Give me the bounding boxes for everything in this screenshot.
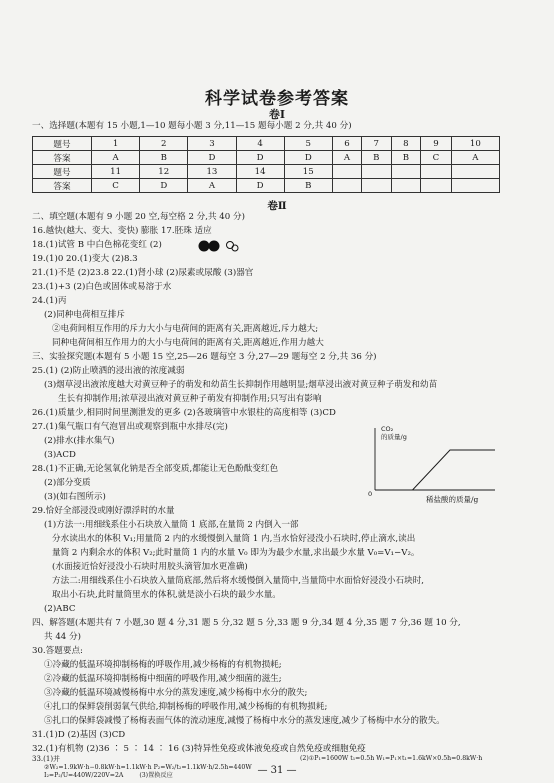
answer-table-cell: A	[332, 151, 361, 165]
answer-25-1: 25.(1) (2)防止喷洒的浸出液的浓度减弱	[32, 366, 185, 376]
answer-24-4: 同种电荷间相互作用力的大小与电荷间的距离有关,距离越近,作用力越大	[52, 338, 324, 348]
answer-29-method2-cont: 取出小石块,此时量筒里水的体积,就是淡小石块的最少水量。	[52, 590, 281, 600]
chart-ylabel-2: 的质量/g	[381, 433, 407, 441]
answer-table-cell: 14	[236, 165, 284, 179]
answer-18: 18.(1)试管 B 中白色棉花变红 (2)	[32, 240, 162, 250]
answer-table-cell: 8	[391, 137, 421, 151]
answer-32: 32.(1)有机物 (2)36 ∶ 5 ∶ 14 ∶ 16 (3)特异性免疫或体液免疫或自然免疫或细胞免疫	[32, 744, 366, 754]
chart-series-line	[375, 450, 495, 490]
answer-table-cell: 11	[92, 165, 140, 179]
answer-24-1: 24.(1)丙	[32, 296, 67, 306]
answer-33-1: 33.(1)并	[32, 755, 61, 763]
answer-29-method1-cont2: 量筒 2 内剩余水的体积 V₂;此时量筒 1 内的水量 V₀ 即为为最少水量,求出最少水量 V₀=V₁−V₂。	[52, 548, 420, 558]
answer-26: 26.(1)质量少,相同时间里测泄发的更多 (2)各玻璃管中水银柱的高度相等 (3)CD	[32, 408, 336, 418]
answer-33-calc-block	[300, 755, 482, 762]
answer-table-cell: D	[140, 179, 188, 193]
answer-21-22: 21.(1)不是 (2)23.8 22.(1)肾小球 (2)尿素或尿酸 (3)器官	[32, 268, 254, 278]
answer-table-cell: B	[391, 151, 421, 165]
answer-table-cell: B	[361, 151, 391, 165]
answer-27-2: (2)排水(排水集气)	[44, 436, 115, 446]
answer-table-cell: A	[188, 179, 236, 193]
answer-table-cell: 5	[284, 137, 332, 151]
answer-table-cell: 9	[421, 137, 452, 151]
answer-table-cell	[332, 165, 361, 179]
answer-table-cell: 1	[92, 137, 140, 151]
answer-30-point2: ②冷藏的低温环境抑制杨梅中细菌的呼吸作用,减少细菌的滋生;	[44, 674, 282, 684]
co2-mass-graph	[355, 424, 505, 496]
answer-table-cell: 7	[361, 137, 391, 151]
answer-28-1: 28.(1)不正确,无论氢氧化钠是否全部变质,都能让无色酚酞变红色	[32, 464, 279, 474]
answer-table-row	[33, 165, 500, 179]
answer-25-3-cont: 生长有抑制作用;浓草浸出液对黄豆种子萌发有抑制作用;只写出有影响	[58, 394, 322, 404]
answer-table-cell: D	[236, 151, 284, 165]
answer-30-point1: ①冷藏的低温环境抑制杨梅的呼吸作用,减少杨梅的有机物损耗;	[44, 660, 282, 670]
chart-ylabel: CO₂	[381, 425, 394, 433]
answer-table-cell: 13	[188, 165, 236, 179]
answer-table-cell: 4	[236, 137, 284, 151]
chart-xlabel: 稀盐酸的质量/g	[426, 495, 479, 504]
answer-table-cell	[421, 179, 452, 193]
answer-30-point3: ③冷藏的低温环境减慢杨梅中水分的蒸发速度,减少杨梅中水分的散失;	[44, 688, 308, 698]
answer-25-3: (3)烟草浸出液浓度越大对黄豆种子的萌发和幼苗生长抑制作用越明显;烟草浸出液对黄豆种子萌发和幼苗	[44, 380, 438, 390]
answer-28-2: (2)部分变质	[44, 478, 91, 488]
answer-19-20: 19.(1)0 20.(1)变大 (2)8.3	[32, 254, 138, 264]
answer-table-cell: 12	[140, 165, 188, 179]
answer-table-cell	[451, 165, 499, 179]
answer-table-cell	[361, 179, 391, 193]
answer-33-calc-block-2	[44, 764, 252, 771]
answer-33-2-1: (2)①P₁=1600W t₁=0.5h W₁=P₁×t₁=1.6kW×0.5h=0.8kW·h	[300, 755, 483, 762]
answer-table-cell: C	[421, 151, 452, 165]
answer-30-point5: ⑤扎口的保鲜袋减慢了杨梅表面气体的流动速度,减慢了杨梅中水分的蒸发速度,减少了杨梅中水分的散失。	[44, 716, 445, 726]
answer-24-2: (2)同种电荷相互排斥	[44, 310, 125, 320]
answer-28-3: (3)(如右图所示)	[44, 492, 106, 502]
page-number: — 31 —	[257, 765, 297, 776]
answer-27-1: 27.(1)集气瓶口有气泡冒出或观察到瓶中水排尽(完)	[32, 422, 228, 432]
answer-table	[32, 136, 500, 193]
answer-table-row	[33, 179, 500, 193]
section-4-heading: 四、解答题(本题共有 7 小题,30 题 4 分,31 题 5 分,32 题 5 分,33 题 9 分,34 题 4 分,35 题 7 分,36 题 10 分,	[32, 618, 461, 628]
answer-table-cell	[391, 179, 421, 193]
answer-table-cell: B	[140, 151, 188, 165]
answer-table-cell	[391, 165, 421, 179]
answer-table-cell: C	[92, 179, 140, 193]
answer-table-cell: A	[92, 151, 140, 165]
answer-table-cell: 6	[332, 137, 361, 151]
answer-24-3: ②电荷间相互作用的斥力大小与电荷间的距离有关,距离越近,斥力越大;	[52, 324, 319, 334]
answer-31: 31.(1)D (2)基因 (3)CD	[32, 730, 126, 740]
section-1-heading: 一、选择题(本题有 15 小题,1—10 题每小题 3 分,11—15 题每小题 2 分,共 40 分)	[32, 121, 352, 131]
answer-table-cell: D	[284, 151, 332, 165]
answer-33-calc-block-3	[44, 772, 173, 779]
section-4-heading-cont: 共 44 分)	[44, 632, 81, 642]
answer-table-cell: 2	[140, 137, 188, 151]
answer-27-3: (3)ACD	[44, 450, 76, 460]
answer-table-cell: D	[236, 179, 284, 193]
volume-2-heading: 卷Ⅱ	[267, 200, 287, 212]
answer-23: 23.(1)+3 (2)白色或固体或易溶于水	[32, 282, 172, 292]
answer-table-cell: 10	[451, 137, 499, 151]
answer-table-cell	[361, 165, 391, 179]
answer-33-2-2: ②W₂=1.9kW·h−0.8kW·h=1.1kW·h P₂=W₂/t₂=1.1kW·h/2.5h=440W	[44, 764, 252, 771]
answer-table-header-cell: 答案	[33, 151, 92, 165]
answer-16-17: 16.越快(越大、变大、变快) 膨胀 17.胚珠 适应	[32, 226, 212, 236]
answer-table-cell: 15	[284, 165, 332, 179]
answer-table-cell: D	[188, 151, 236, 165]
answer-30-point4: ④扎口的保鲜袋削弱氧气供给,抑制杨梅的呼吸作用,减少杨梅的有机物损耗;	[44, 702, 328, 712]
answer-30-heading: 30.答题要点:	[32, 646, 83, 656]
answer-table-cell	[421, 165, 452, 179]
answer-29: 29.恰好全部浸没或刚好漂浮时的水量	[32, 506, 175, 516]
answer-table-cell: 3	[188, 137, 236, 151]
answer-table-header-cell: 题号	[33, 137, 92, 151]
answer-table-row	[33, 151, 500, 165]
answer-table-cell	[332, 179, 361, 193]
answer-table-cell	[451, 179, 499, 193]
answer-33-3: (3)置换反应	[139, 772, 173, 779]
volume-1-heading: 卷Ⅰ	[268, 108, 286, 121]
answer-table-row	[33, 137, 500, 151]
answer-table-cell: A	[451, 151, 499, 165]
page-title: 科学试卷参考答案	[205, 89, 349, 109]
answer-29-method2: 方法二:用细线系住小石块放入量筒底部,然后将水缓慢倒入量筒中,当量筒中水面恰好浸没小石块时,	[52, 576, 425, 586]
chart-origin-label: 0	[368, 490, 373, 496]
answer-table-cell: B	[284, 179, 332, 193]
answer-29-method1-note: (水面接近恰好浸没小石块时用胶头滴管加水更准确)	[52, 562, 248, 572]
answer-33-2-3: I₂=P₂/U=440W/220V=2A	[44, 772, 124, 779]
section-2-heading: 二、填空题(本题有 9 小题 20 空,每空格 2 分,共 40 分)	[32, 212, 245, 222]
answer-29-method1: (1)方法一:用细线系住小石块放入量筒 1 底部,在量筒 2 内倒入一部	[44, 520, 299, 530]
answer-table-header-cell: 题号	[33, 165, 92, 179]
answer-29-method1-cont1: 分水读出水的体积 V₁;用量筒 2 内的水缓慢倒入量筒 1 内,当水恰好浸没小石块时,停止滴水,读出	[52, 534, 416, 544]
section-3-heading: 三、实验探究题(本题有 5 小题 15 空,25—26 题每空 3 分,27—29 题每空 2 分,共 36 分)	[32, 352, 377, 362]
chromosome-circles-figure	[198, 239, 242, 253]
answer-29-2: (2)ABC	[44, 604, 76, 614]
answer-table-header-cell: 答案	[33, 179, 92, 193]
